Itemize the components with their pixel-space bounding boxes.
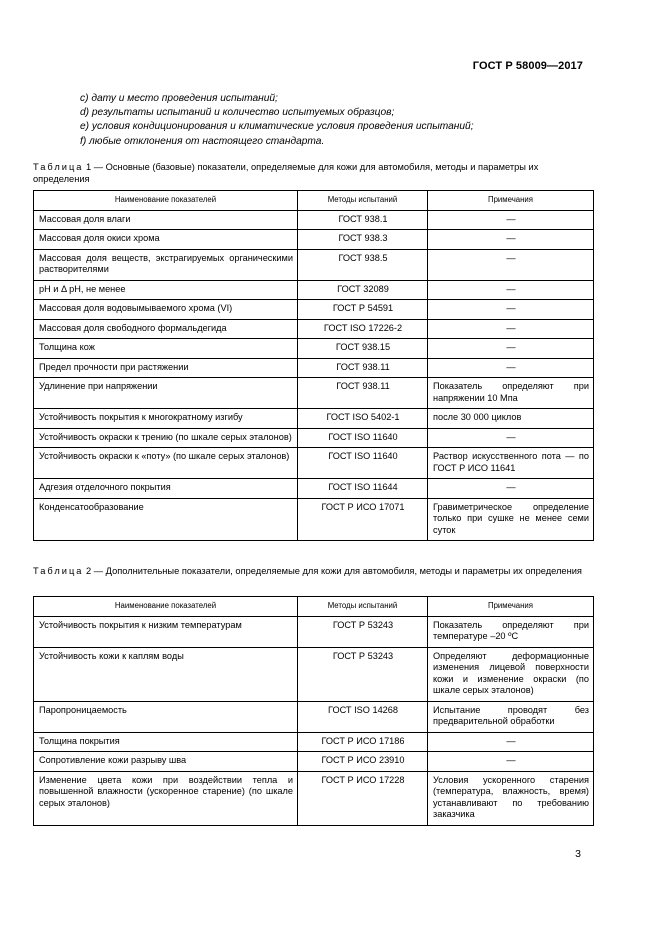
table-row [34, 319, 594, 339]
table-header-row [34, 597, 594, 617]
method-cell: ГОСТ ISO 11644 [298, 479, 428, 499]
table1-caption [33, 161, 593, 185]
notes-cell: Испытание проводят без предварительной обработки [428, 701, 594, 732]
indicator-cell: Массовая доля водовымываемого хрома (VI) [34, 300, 298, 320]
list-item: e) условия кондиционирования и климатические условия проведения испытаний; [80, 121, 474, 133]
method-cell: ГОСТ ISO 17226-2 [298, 319, 428, 339]
column-header-method: Методы испытаний [298, 191, 428, 211]
table-row [34, 378, 594, 409]
table-row [34, 498, 594, 541]
table-row [34, 448, 594, 479]
indicator-cell: Конденсатообразование [34, 498, 298, 541]
notes-cell: Определяют деформационные изменения лицевой поверхности кожи и изменение окраски (по шкале серых эталонов) [428, 647, 594, 701]
method-cell: ГОСТ ISO 14268 [298, 701, 428, 732]
indicator-cell: Устойчивость окраски к «поту» (по шкале серых эталонов) [34, 448, 298, 479]
method-cell: ГОСТ 938.15 [298, 339, 428, 359]
method-cell: ГОСТ ISO 5402-1 [298, 409, 428, 429]
table-row [34, 280, 594, 300]
notes-cell: — [428, 358, 594, 378]
indicator-cell: Устойчивость покрытия к низким температурам [34, 616, 298, 647]
notes-cell: — [428, 300, 594, 320]
column-header-indicator: Наименование показателей [34, 191, 298, 211]
table-row [34, 409, 594, 429]
table2-caption-label: Таблица [33, 566, 84, 576]
notes-cell: — [428, 210, 594, 230]
method-cell: ГОСТ Р ИСО 17186 [298, 732, 428, 752]
indicator-cell: Устойчивость кожи к каплям воды [34, 647, 298, 701]
notes-cell: — [428, 319, 594, 339]
notes-cell: Показатель определяют при напряжении 10 Мпа [428, 378, 594, 409]
notes-cell: Показатель определяют при температуре –20 ºС [428, 616, 594, 647]
notes-cell: — [428, 249, 594, 280]
notes-cell: — [428, 280, 594, 300]
method-cell: ГОСТ 32089 [298, 280, 428, 300]
notes-cell: — [428, 428, 594, 448]
notes-cell: — [428, 479, 594, 499]
table-row [34, 300, 594, 320]
method-cell: ГОСТ 938.11 [298, 378, 428, 409]
indicator-cell: Адгезия отделочного покрытия [34, 479, 298, 499]
indicator-cell: Толщина покрытия [34, 732, 298, 752]
table-row [34, 732, 594, 752]
method-cell: ГОСТ Р ИСО 23910 [298, 752, 428, 772]
notes-cell: Гравиметрическое определение только при сушке не менее семи суток [428, 498, 594, 541]
table-row [34, 249, 594, 280]
indicator-cell: Толщина кож [34, 339, 298, 359]
method-cell: ГОСТ Р 54591 [298, 300, 428, 320]
method-cell: ГОСТ Р ИСО 17228 [298, 771, 428, 825]
indicator-cell: Устойчивость окраски к трению (по шкале серых эталонов) [34, 428, 298, 448]
table1-caption-text: 1 — Основные (базовые) показатели, определяемые для кожи для автомобиля, методы и параметры их определения [33, 162, 539, 184]
table-row [34, 616, 594, 647]
list-item: f) любые отклонения от настоящего стандарта. [80, 135, 325, 147]
column-header-notes: Примечания [428, 597, 594, 617]
table-row [34, 752, 594, 772]
method-cell: ГОСТ Р 53243 [298, 616, 428, 647]
column-header-indicator: Наименование показателей [34, 597, 298, 617]
table2-caption [33, 565, 593, 577]
table-row [34, 771, 594, 825]
notes-cell: Раствор искусственного пота — по ГОСТ Р ИСО 11641 [428, 448, 594, 479]
indicator-cell: Массовая доля веществ, экстрагируемых органическими растворителями [34, 249, 298, 280]
table-row [34, 210, 594, 230]
method-cell: ГОСТ 938.3 [298, 230, 428, 250]
table1-basic-indicators [33, 190, 594, 541]
indicator-cell: Предел прочности при растяжении [34, 358, 298, 378]
table-row [34, 479, 594, 499]
table-row [34, 428, 594, 448]
table-row [34, 339, 594, 359]
notes-cell: — [428, 230, 594, 250]
indicator-cell: Удлинение при напряжении [34, 378, 298, 409]
table2-additional-indicators [33, 596, 594, 826]
notes-cell: — [428, 752, 594, 772]
list-item: d) результаты испытаний и количество испытуемых образцов; [80, 107, 395, 119]
indicator-cell: pH и Δ pH, не менее [34, 280, 298, 300]
indicator-cell: Паропроницаемость [34, 701, 298, 732]
table-row [34, 358, 594, 378]
method-cell: ГОСТ 938.5 [298, 249, 428, 280]
table-header-row [34, 191, 594, 211]
indicator-cell: Массовая доля окиси хрома [34, 230, 298, 250]
page-number: 3 [575, 848, 581, 860]
indicator-cell: Массовая доля влаги [34, 210, 298, 230]
notes-cell: — [428, 732, 594, 752]
list-item: c) дату и место проведения испытаний; [80, 93, 278, 104]
table1-caption-label: Таблица [33, 162, 84, 172]
notes-cell: — [428, 339, 594, 359]
indicator-cell: Устойчивость покрытия к многократному изгибу [34, 409, 298, 429]
column-header-notes: Примечания [428, 191, 594, 211]
method-cell: ГОСТ 938.11 [298, 358, 428, 378]
method-cell: ГОСТ Р 53243 [298, 647, 428, 701]
report-items-list [80, 92, 600, 149]
method-cell: ГОСТ 938.1 [298, 210, 428, 230]
method-cell: ГОСТ Р ИСО 17071 [298, 498, 428, 541]
method-cell: ГОСТ ISO 11640 [298, 428, 428, 448]
indicator-cell: Массовая доля свободного формальдегида [34, 319, 298, 339]
document-code: ГОСТ Р 58009—2017 [472, 60, 583, 72]
indicator-cell: Изменение цвета кожи при воздействии тепла и повышенной влажности (ускоренное старение) (по шкале серых эталонов) [34, 771, 298, 825]
indicator-cell: Сопротивление кожи разрыву шва [34, 752, 298, 772]
column-header-method: Методы испытаний [298, 597, 428, 617]
method-cell: ГОСТ ISO 11640 [298, 448, 428, 479]
notes-cell: после 30 000 циклов [428, 409, 594, 429]
table-row [34, 701, 594, 732]
notes-cell: Условия ускоренного старения (температура, влажность, время) устанавливают по требованию заказчика [428, 771, 594, 825]
table-row [34, 230, 594, 250]
table-row [34, 647, 594, 701]
table2-caption-text: 2 — Дополнительные показатели, определяемые для кожи для автомобиля, методы и параметры их определения [86, 566, 582, 576]
